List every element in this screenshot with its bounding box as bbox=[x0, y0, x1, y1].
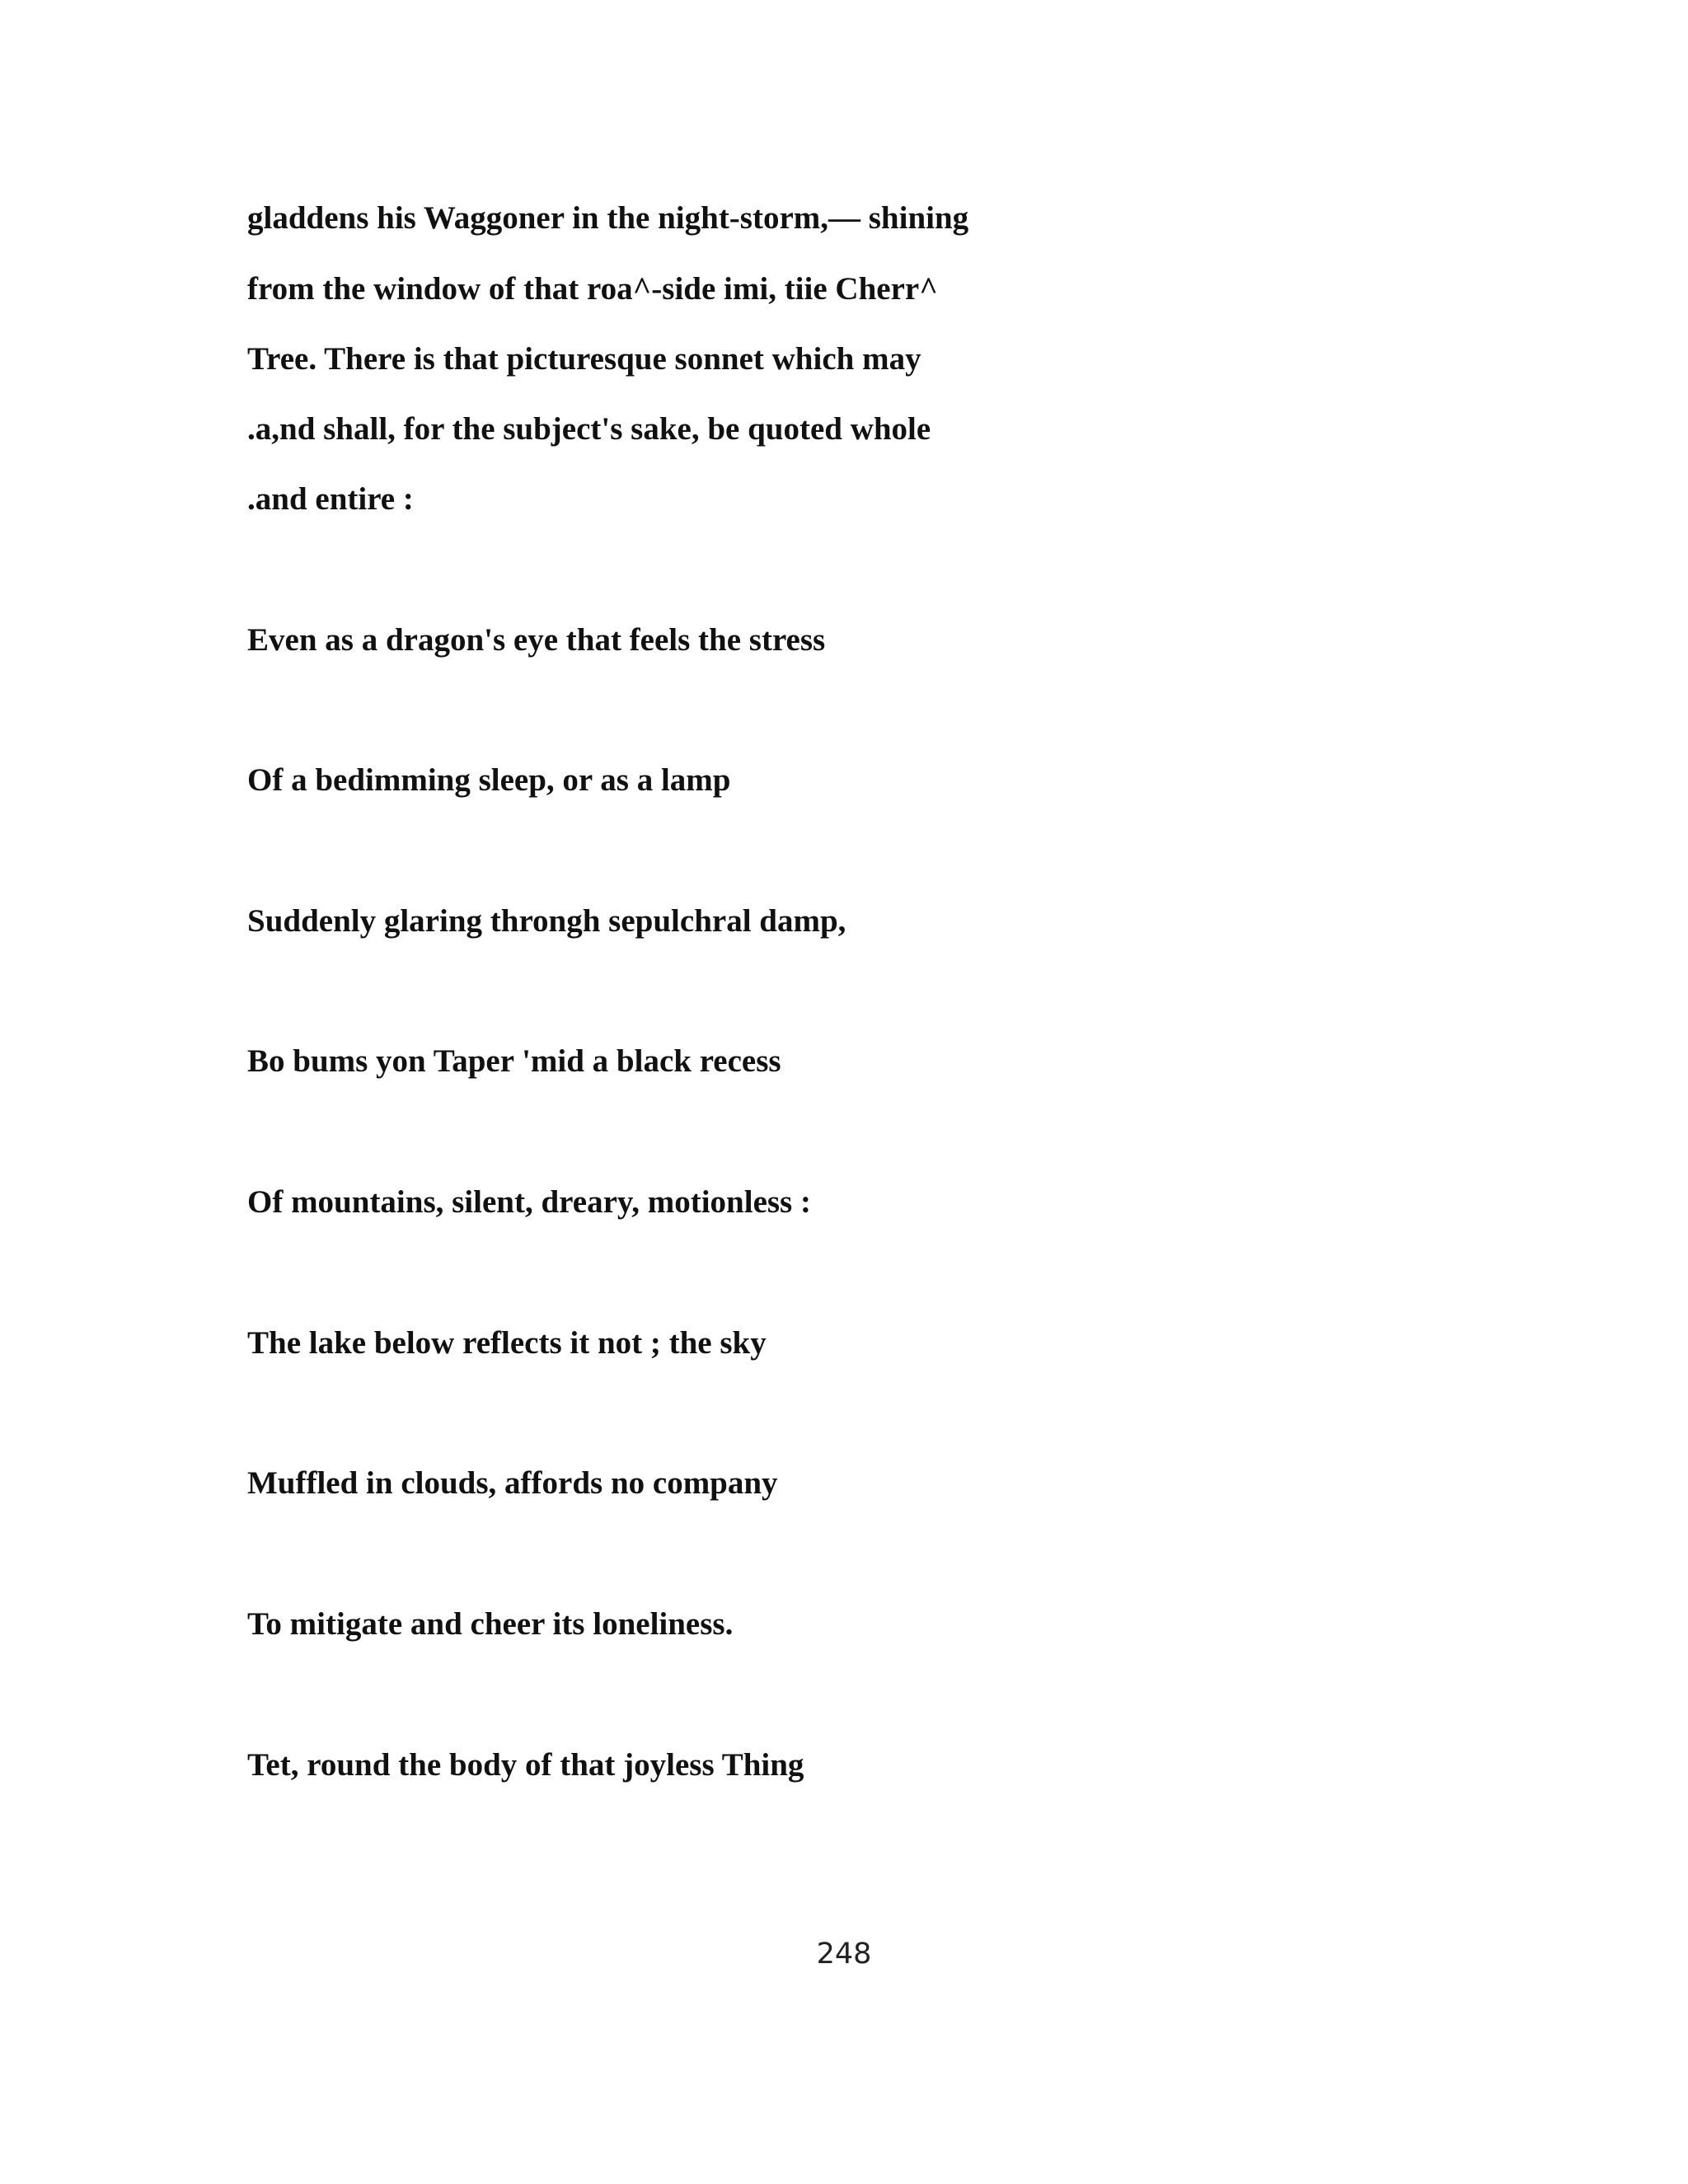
verse-line: To mitigate and cheer its loneliness. bbox=[247, 1606, 734, 1642]
verse-line: Of a bedimming sleep, or as a lamp bbox=[247, 762, 731, 798]
page-number: 248 bbox=[816, 1938, 872, 1971]
prose-line: Tree. There is that picturesque sonnet which may bbox=[247, 341, 921, 377]
prose-line: gladdens his Waggoner in the night-storm,— shining bbox=[247, 200, 969, 236]
verse-line: Tet, round the body of that joyless Thing bbox=[247, 1747, 804, 1783]
verse-line: Suddenly glaring throngh sepulchral damp, bbox=[247, 903, 846, 939]
prose-line: .a,nd shall, for the subject's sake, be quoted whole bbox=[247, 411, 931, 447]
verse-line: Muffled in clouds, affords no company bbox=[247, 1465, 778, 1501]
prose-line: .and entire : bbox=[247, 481, 414, 517]
prose-line: from the window of that roa^-side imi, tiie Cherr^ bbox=[247, 271, 938, 307]
verse-line: The lake below reflects it not ; the sky bbox=[247, 1325, 767, 1361]
verse-line: Even as a dragon's eye that feels the stress bbox=[247, 622, 826, 658]
verse-line: Bo bums yon Taper 'mid a black recess bbox=[247, 1043, 781, 1079]
verse-line: Of mountains, silent, dreary, motionless : bbox=[247, 1184, 811, 1220]
